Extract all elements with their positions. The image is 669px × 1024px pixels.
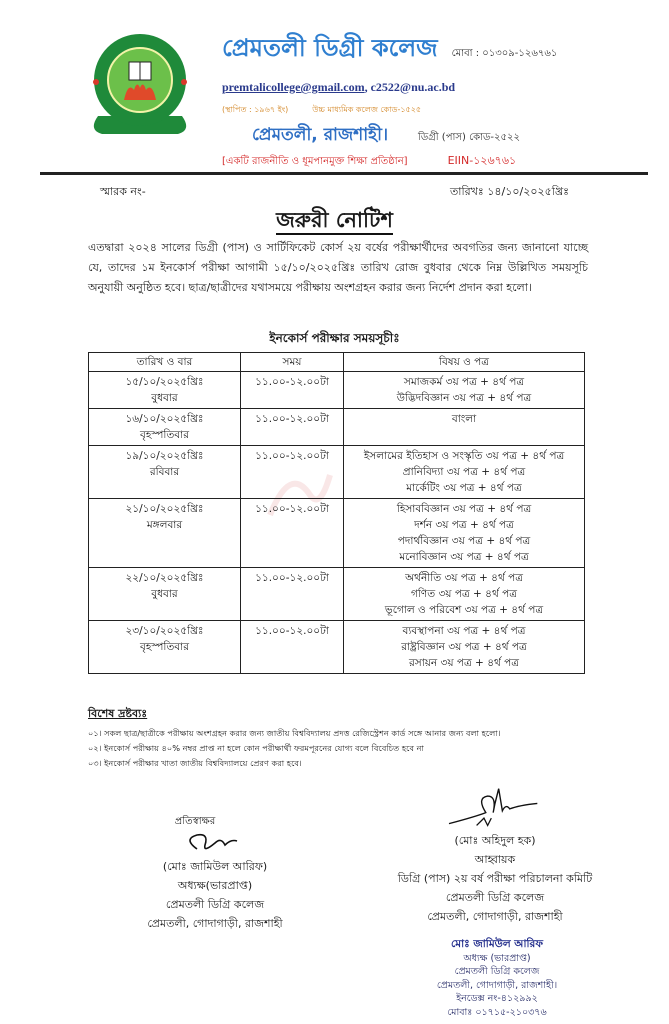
seal-index-number: ইনডেক্স নং-৪১২৯৯২ [456, 993, 538, 1004]
subject-paper: রসায়ন ৩য় পত্র + ৪র্থ পত্র [408, 657, 519, 669]
letterhead-email-row [222, 80, 652, 95]
college-motto: [একটি রাজনীতি ও ধূমপানমুক্ত শিক্ষা প্রতিষ্ঠান] [222, 156, 408, 167]
convener-address: প্রেমতলী, গোদাগাড়ী, রাজশাহী [427, 910, 563, 923]
principal-official-seal [392, 938, 602, 1019]
hsc-college-code: উচ্চ মাধ্যমিক কলেজ কোড-১৫২৫ [312, 105, 422, 114]
subject-paper: পদার্থবিজ্ঞান ৩য় পত্র + ৪র্থ পত্র [397, 535, 531, 547]
cell-subjects [344, 446, 585, 499]
email-separator: , [364, 80, 371, 94]
subject-paper: অর্থনীতি ৩য় পত্র + ৪র্থ পত্র [405, 572, 523, 584]
exam-date: ২৩/১০/২০২৫খ্রিঃ [125, 625, 204, 637]
remark-item: ০৩। ইনকোর্স পরীক্ষার খাতা জাতীয় বিশ্ববিদ্যালয়ে প্রেরণ করা হবে। [88, 758, 302, 768]
exam-day: বুধবার [151, 588, 178, 600]
college-logo [84, 30, 196, 142]
principal-address: প্রেমতলী, গোদাগাড়ী, রাজশাহী [147, 917, 283, 930]
letterhead-motto-row [222, 152, 652, 171]
subject-paper: গণিত ৩য় পত্র + ৪র্থ পত্র [411, 588, 517, 600]
subject-paper: ইসলামের ইতিহাস ও সংস্কৃতি ৩য় পত্র + ৪র্থ পত্র [363, 450, 565, 462]
cell-date-day [89, 621, 241, 674]
exam-day: বৃহস্পতিবার [140, 641, 189, 653]
established-year: (স্থাপিত : ১৯৬৭ ইং) [222, 105, 289, 114]
email-secondary: c2522@nu.ac.bd [370, 80, 456, 94]
convener-signature [435, 785, 555, 831]
notice-title-text: জরুরী নোটিশ [276, 208, 393, 235]
header-divider [40, 172, 648, 175]
header-subject-paper: বিষয় ও পত্র [344, 353, 585, 372]
table-row [89, 446, 585, 499]
cell-subjects [344, 499, 585, 568]
remarks-title: বিশেষ দ্রষ্টব্যঃ [88, 707, 148, 720]
convener-institution: প্রেমতলী ডিগ্রি কলেজ [445, 891, 545, 904]
cell-date-day [89, 499, 241, 568]
table-header-row [89, 353, 585, 372]
convener-signature-block [360, 785, 630, 926]
exam-date: ২১/১০/২০২৫খ্রিঃ [125, 503, 204, 515]
principal-designation: অধ্যক্ষ(ভারপ্রাপ্ত) [177, 879, 253, 892]
table-row [89, 568, 585, 621]
seal-name: মোঃ জামিউল আরিফ [450, 938, 544, 950]
subject-paper: উদ্ভিদবিজ্ঞান ৩য় পত্র + ৪র্থ পত্র [396, 392, 532, 404]
table-row [89, 621, 585, 674]
exam-date: ১৬/১০/২০২৫খ্রিঃ [125, 413, 204, 425]
table-row [89, 372, 585, 409]
subject-paper: দর্শন ৩য় পত্র + ৪র্থ পত্র [414, 519, 514, 531]
eiin-number: EIIN-১২৬৭৬১ [447, 154, 517, 167]
exam-day: বৃহস্পতিবার [140, 429, 189, 441]
subject-paper: ভূগোল ও পরিবেশ ৩য় পত্র + ৪র্থ পত্র [384, 604, 544, 616]
convener-committee: ডিগ্রি (পাস) ২য় বর্ষ পরীক্ষা পরিচালনা কমিটি [397, 872, 593, 885]
cell-time: ১১.০০-১২.০০টা [241, 621, 344, 674]
email-primary-link[interactable]: premtalicollege@gmail.com [222, 80, 365, 94]
table-row [89, 499, 585, 568]
exam-schedule-table [88, 352, 585, 674]
table-row [89, 409, 585, 446]
subject-paper: বাংলা [451, 413, 477, 425]
exam-date: ১৫/১০/২০২৫খ্রিঃ [125, 376, 204, 388]
convener-name: (মোঃ অহিদুল হক) [454, 834, 536, 847]
special-remarks [88, 705, 628, 771]
cell-date-day [89, 568, 241, 621]
letterhead-codes-row [222, 104, 652, 117]
exam-day: রবিবার [149, 466, 180, 478]
exam-date: ১৯/১০/২০২৫খ্রিঃ [125, 450, 204, 462]
letterhead-location-row [222, 122, 652, 150]
subject-paper: মার্কেটিং ৩য় পত্র + ৪র্থ পত্র [406, 482, 522, 494]
seal-mobile: মোবাঃ ০১৭১৫-২১০৩৭৬ [447, 1006, 547, 1018]
schedule-caption: ইনকোর্স পরীক্ষার সময়সূচীঃ [269, 331, 400, 345]
college-emails [222, 80, 455, 95]
cell-time: ১১.০০-১২.০০টা [241, 568, 344, 621]
cell-subjects [344, 621, 585, 674]
college-location: প্রেমতলী, রাজশাহী। [252, 125, 389, 145]
subject-paper: প্রানিবিদ্যা ৩য় পত্র + ৪র্থ পত্র [402, 466, 526, 478]
seal-designation: অধ্যক্ষ (ভারপ্রাপ্ত) [463, 952, 531, 964]
remark-item: ০১। সকল ছাত্র/ছাত্রীকে পরীক্ষায় অংশগ্রহন করার জন্য জাতীয় বিশ্ববিদ্যালয় প্রদত্ত রেজিস্ট্রেশন কার্ড সঙ্গে আনার জন্য বলা হলো। [88, 728, 501, 738]
letterhead-title-row [222, 30, 652, 70]
cell-time: ১১.০০-১২.০০টা [241, 446, 344, 499]
cell-subjects [344, 409, 585, 446]
exam-day: মঙ্গলবার [146, 519, 183, 531]
college-name: প্রেমতলী ডিগ্রী কলেজ [222, 34, 438, 62]
seal-address: প্রেমতলী, গোদাগাড়ী, রাজশাহী। [436, 979, 558, 991]
subject-paper: সমাজকর্ম ৩য় পত্র + ৪র্থ পত্র [403, 376, 525, 388]
principal-name: (মোঃ জামিউল আরিফ) [162, 860, 268, 873]
remark-item: ০২। ইনকোর্স পরীক্ষায় ৪০% নম্বর প্রাপ্ত না হলে কোন পরীক্ষার্থী ফরমপূরনের যোগ্য বলে বিবেচিত হবে না [88, 743, 424, 753]
header-time: সময় [241, 353, 344, 372]
subject-paper: মনোবিজ্ঞান ৩য় পত্র + ৪র্থ পত্র [399, 551, 529, 563]
principal-countersignature-block [110, 815, 320, 933]
cell-time: ১১.০০-১২.০০টা [241, 499, 344, 568]
principal-institution: প্রেমতলী ডিগ্রি কলেজ [165, 898, 265, 911]
cell-date-day [89, 409, 241, 446]
seal-institution: প্রেমতলী ডিগ্রি কলেজ [454, 966, 540, 977]
subject-paper: হিসাববিজ্ঞান ৩য় পত্র + ৪র্থ পত্র [396, 503, 532, 515]
notice-date: তারিখঃ ১৪/১০/২০২৫খ্রিঃ [450, 185, 569, 198]
cell-subjects [344, 372, 585, 409]
subject-paper: রাষ্ট্রবিজ্ঞান ৩য় পত্র + ৪র্থ পত্র [401, 641, 527, 653]
notice-title [0, 204, 669, 239]
principal-signature [175, 829, 255, 857]
subject-paper: ব্যবস্থাপনা ৩য় পত্র + ৪র্থ পত্র [402, 625, 526, 637]
college-mobile: মোবা : ০১৩০৯-১২৬৭৬১ [451, 48, 558, 59]
cell-time: ১১.০০-১২.০০টা [241, 372, 344, 409]
cell-time: ১১.০০-১২.০০টা [241, 409, 344, 446]
memo-number: স্মারক নং- [100, 185, 146, 198]
cell-subjects [344, 568, 585, 621]
degree-pass-code: ডিগ্রী (পাস) কোড-২৫২২ [418, 132, 520, 143]
header-date-day: তারিখ ও বার [89, 353, 241, 372]
cell-date-day [89, 446, 241, 499]
cell-date-day [89, 372, 241, 409]
notice-body: এতদ্বারা ২০২৪ সালের ডিগ্রী (পাস) ও সার্টিফিকেট কোর্স ২য় বর্ষের পরীক্ষার্থীদের অবগতির জন্য জানানো যাচ্ছে যে, তাদের ১ম ইনকোর্স পরীক্ষা আগামী ১৫/১০/২০২৫খ্রিঃ তারিখ রোজ বুধবার থেকে নিম্ন উল্লিখিত সময়সূচি অনুযায়ী অনুষ্ঠিত হবে। ছাত্র/ছাত্রীদের যথাসময়ে পরীক্ষায় অংশগ্রহন করার জন্য নির্দেশ প্রদান করা হলো। [88, 241, 588, 294]
convener-designation: আহ্বায়ক [474, 853, 516, 866]
exam-day: বুধবার [151, 392, 178, 404]
exam-date: ২২/১০/২০২৫খ্রিঃ [125, 572, 204, 584]
countersign-label: প্রতিস্বাক্ষর [174, 816, 216, 827]
